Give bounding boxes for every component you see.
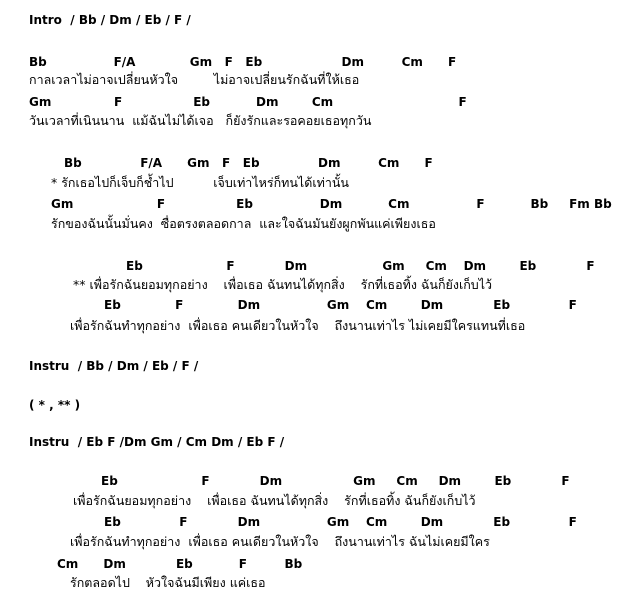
verse1-chords-1: Bb F/A Gm F Eb Dm Cm F — [29, 55, 457, 69]
instru-line-1: Instru / Bb / Dm / Eb / F / — [29, 359, 199, 373]
chorus1-lyric-1: ** เพื่อรักฉันยอมทุกอย่าง เพื่อเธอ ฉันทนได้ทุกสิ่ง รักที่เธอทิ้ง ฉันก็ยังเก็บไว้ — [73, 277, 493, 292]
repeat-line: ( * , ** ) — [29, 398, 81, 412]
chorus1-chords-1: Eb F Dm Gm Cm Dm Eb F — [126, 259, 595, 273]
chorus2-lyric-3: รักตลอดไป หัวใจฉันมีเพียง แค่เธอ — [70, 575, 266, 590]
chorus2-chords-1: Eb F Dm Gm Cm Dm Eb F — [101, 474, 570, 488]
verse1-lyric-1: กาลเวลาไม่อาจเปลี่ยนหัวใจ ไม่อาจเปลี่ยนรักฉันที่ให้เธอ — [29, 72, 360, 87]
verse2-chords-2: Gm F Eb Dm Cm F Bb Fm Bb — [51, 197, 612, 211]
verse2-lyric-2: รักของฉันนั้นมั่นคง ซื่อตรงตลอดกาล และใจฉันมันยังผูกพันแค่เพียงเธอ — [51, 216, 436, 231]
instru-line-2: Instru / Eb F /Dm Gm / Cm Dm / Eb F / — [29, 435, 285, 449]
verse2-chords-1: Bb F/A Gm F Eb Dm Cm F — [64, 156, 433, 170]
chorus2-chords-2: Eb F Dm Gm Cm Dm Eb F — [104, 515, 577, 529]
chorus2-chords-3: Cm Dm Eb F Bb — [57, 557, 303, 571]
verse1-lyric-2: วันเวลาที่เนินนาน แม้ฉันไม่ได้เจอ ก็ยังรักและรอคอยเธอทุกวัน — [29, 113, 372, 128]
verse2-lyric-1: * รักเธอไปก็เจ็บก็ช้ำไป เจ็บเท่าไหร่ก็ทนได้เท่านั้น — [51, 175, 349, 190]
intro-line: Intro / Bb / Dm / Eb / F / — [29, 13, 191, 27]
verse1-chords-2: Gm F Eb Dm Cm F — [29, 95, 467, 109]
chorus2-lyric-1: เพื่อรักฉันยอมทุกอย่าง เพื่อเธอ ฉันทนได้ทุกสิ่ง รักที่เธอทิ้ง ฉันก็ยังเก็บไว้ — [73, 493, 476, 508]
chorus2-lyric-2: เพื่อรักฉันทำทุกอย่าง เพื่อเธอ คนเดียวในหัวใจ ถึงนานเท่าไร ฉันไม่เคยมีใคร — [70, 534, 490, 549]
chorus1-chords-2: Eb F Dm Gm Cm Dm Eb F — [104, 298, 577, 312]
chorus1-lyric-2: เพื่อรักฉันทำทุกอย่าง เพื่อเธอ คนเดียวในหัวใจ ถึงนานเท่าไร ไม่เคยมีใครแทนที่เธอ — [70, 318, 526, 333]
